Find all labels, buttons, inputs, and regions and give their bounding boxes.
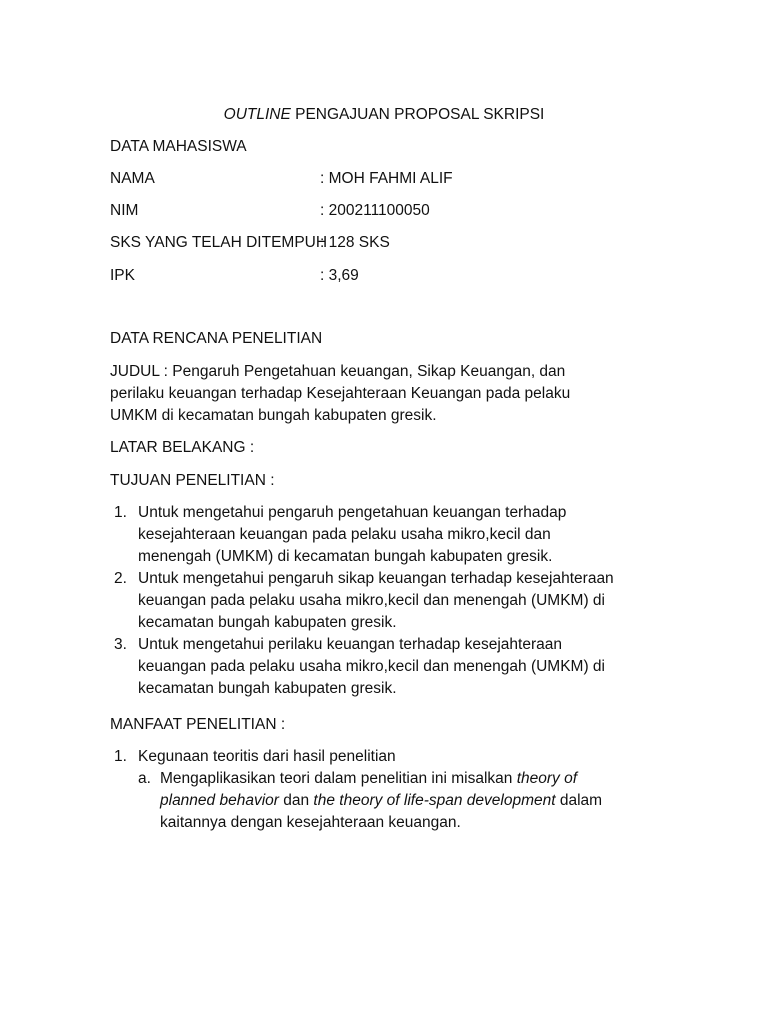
- judul-paragraph: JUDUL : Pengaruh Pengetahuan keuangan, Sikap Keuangan, dan perilaku keuangan terhadap Kesejahteraan Keuangan pada pelaku UMKM di kecamatan bungah kabupaten gresik.: [110, 363, 571, 424]
- sublist-text-part: Mengaplikasikan teori dalam penelitian ini misalkan: [160, 770, 517, 787]
- tujuan-list: [110, 502, 620, 700]
- list-item: [110, 746, 620, 834]
- document-title: [0, 104, 768, 126]
- list-text: Untuk mengetahui pengaruh sikap keuangan terhadap kesejahteraan keuangan pada pelaku usaha mikro,kecil dan menengah (UMKM) di kecamatan bungah kabupaten gresik.: [138, 570, 614, 631]
- sublist-text-italic: the theory of life-span development: [313, 792, 556, 809]
- tujuan-heading: TUJUAN PENELITIAN :: [110, 472, 275, 489]
- sublist-letter: a.: [138, 770, 151, 787]
- manfaat-heading: MANFAAT PENELITIAN :: [110, 716, 286, 733]
- title-rest: PENGAJUAN PROPOSAL SKRIPSI: [290, 106, 545, 123]
- sublist-text-italic: theory of planned behavior: [160, 770, 578, 809]
- list-text: Kegunaan teoritis dari hasil penelitian: [138, 748, 396, 765]
- field-label: SKS YANG TELAH DITEMPUH: [110, 234, 328, 251]
- list-item: [110, 502, 620, 568]
- list-text: Untuk mengetahui pengaruh pengetahuan keuangan terhadap kesejahteraan keuangan pada pelaku usaha mikro,kecil dan menengah (UMKM) di kecamatan bungah kabupaten gresik.: [138, 504, 567, 565]
- latar-heading: LATAR BELAKANG :: [110, 439, 255, 456]
- sublist-text-part: dalam kaitannya dengan kesejahteraan keuangan.: [160, 792, 603, 831]
- list-text: Untuk mengetahui perilaku keuangan terhadap kesejahteraan keuangan pada pelaku usaha mikro,kecil dan menengah (UMKM) di kecamatan bungah kabupaten gresik.: [138, 636, 605, 697]
- list-number: 1.: [114, 504, 127, 521]
- data-mahasiswa-heading: DATA MAHASISWA: [110, 138, 247, 155]
- field-value: : MOH FAHMI ALIF: [320, 170, 453, 187]
- field-value: : 128 SKS: [320, 234, 390, 251]
- list-number: 3.: [114, 636, 127, 653]
- list-number: 1.: [114, 748, 127, 765]
- sublist-text-part: dan: [278, 792, 314, 809]
- field-label: NIM: [110, 202, 139, 219]
- rencana-heading: DATA RENCANA PENELITIAN: [110, 330, 323, 347]
- list-item: [110, 634, 620, 700]
- list-number: 2.: [114, 570, 127, 587]
- manfaat-sublist: [138, 768, 620, 834]
- title-italic: OUTLINE: [223, 106, 291, 123]
- sublist-item: [138, 768, 620, 834]
- field-label: IPK: [110, 267, 135, 284]
- field-value: : 200211100050: [320, 202, 430, 219]
- field-value: : 3,69: [320, 267, 359, 284]
- manfaat-list: [110, 746, 620, 834]
- list-item: [110, 568, 620, 634]
- field-label: NAMA: [110, 170, 155, 187]
